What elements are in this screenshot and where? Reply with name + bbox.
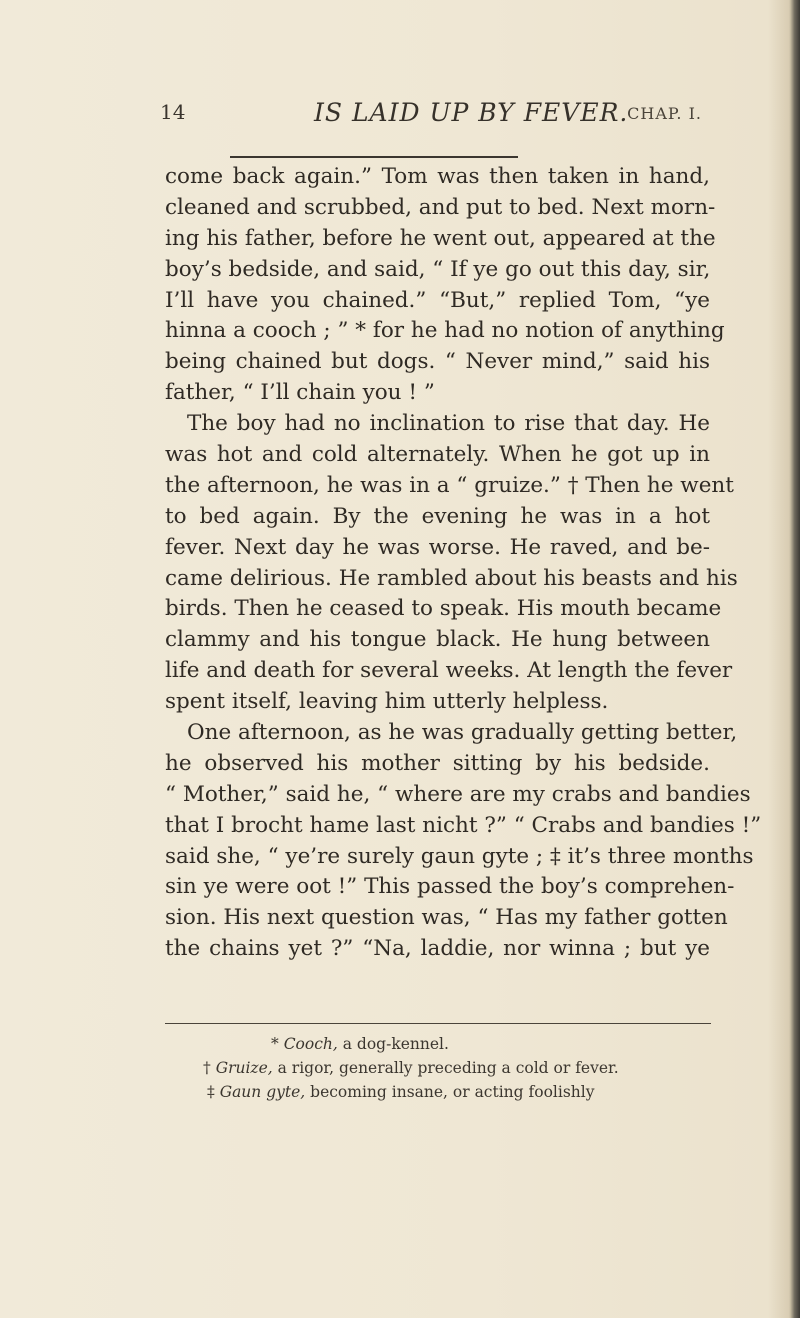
page-edge-shadow	[790, 0, 800, 1318]
footnote-mark: *	[271, 1035, 279, 1053]
header-rule	[230, 156, 518, 158]
footnote-mark: †	[203, 1059, 211, 1077]
text-line: life and death for several weeks. At length the fever	[165, 658, 733, 684]
running-title: IS LAID UP BY FEVER.	[314, 98, 629, 127]
text-line: birds. Then he ceased to speak. His mouth became	[165, 596, 722, 622]
footnote-term: Gruize,	[215, 1059, 273, 1077]
footnote-text: becoming insane, or acting foolishly	[310, 1083, 595, 1101]
page-header	[160, 100, 710, 140]
text-line: clammy and his tongue black. He hung between	[165, 627, 710, 653]
text-line: ing his father, before he went out, appeared at the	[165, 225, 716, 251]
text-line: he observed his mother sitting by his bedside.	[165, 750, 710, 776]
text-line: to bed again. By the evening he was in a hot	[165, 503, 710, 529]
text-line: was hot and cold alternately. When he got up in	[165, 442, 710, 468]
footnote-mark: ‡	[207, 1083, 215, 1101]
text-line: sin ye were oot !” This passed the boy’s comprehen-	[165, 874, 735, 900]
text-line: spent itself, leaving him utterly helpless.	[165, 689, 609, 715]
text-line: hinna a cooch ; ” * for he had no notion of anything	[165, 318, 725, 344]
text-line: “ Mother,” said he, “ where are my crabs and bandies	[165, 781, 751, 807]
text-line: the afternoon, he was in a “ gruize.” † Then he went	[165, 472, 734, 498]
text-line: I’ll have you chained.” “But,” replied Tom, “ye	[165, 287, 710, 313]
page-number: 14	[160, 100, 186, 124]
footnote-term: Gaun gyte,	[219, 1083, 306, 1101]
text-line: the chains yet ?” “Na, laddie, nor winna ; but ye	[165, 936, 710, 962]
footnote-text: a dog-kennel.	[342, 1035, 449, 1053]
text-line: that I brocht hame last nicht ?” “ Crabs and bandies !”	[165, 812, 762, 838]
body-text	[165, 162, 762, 965]
footnotes	[165, 1032, 711, 1104]
footnote	[165, 1056, 711, 1080]
text-line: father, “ I’ll chain you ! ”	[165, 380, 435, 406]
chapter-marker: CHAP. I.	[627, 104, 702, 123]
paragraph-start-line: The boy had no inclination to rise that day. He	[187, 411, 710, 437]
footnote-rule	[165, 1023, 711, 1024]
footnote	[165, 1080, 711, 1104]
paragraph-start-line: One afternoon, as he was gradually getting better,	[187, 720, 738, 746]
text-line: came delirious. He rambled about his beasts and his	[165, 565, 738, 591]
text-line: fever. Next day he was worse. He raved, and be-	[165, 534, 710, 560]
text-line: said she, “ ye’re surely gaun gyte ; ‡ it’s three months	[165, 843, 754, 869]
text-line: sion. His next question was, “ Has my father gotten	[165, 905, 728, 931]
text-line: cleaned and scrubbed, and put to bed. Next morn-	[165, 194, 716, 220]
footnote-term: Cooch,	[283, 1035, 338, 1053]
text-line: boy’s bedside, and said, “ If ye go out this day, sir,	[165, 256, 711, 282]
text-line: come back again.” Tom was then taken in hand,	[165, 164, 710, 189]
footnote	[165, 1032, 711, 1056]
text-line: being chained but dogs. “ Never mind,” said his	[165, 349, 710, 375]
footnote-text: a rigor, generally preceding a cold or fever.	[277, 1059, 619, 1077]
